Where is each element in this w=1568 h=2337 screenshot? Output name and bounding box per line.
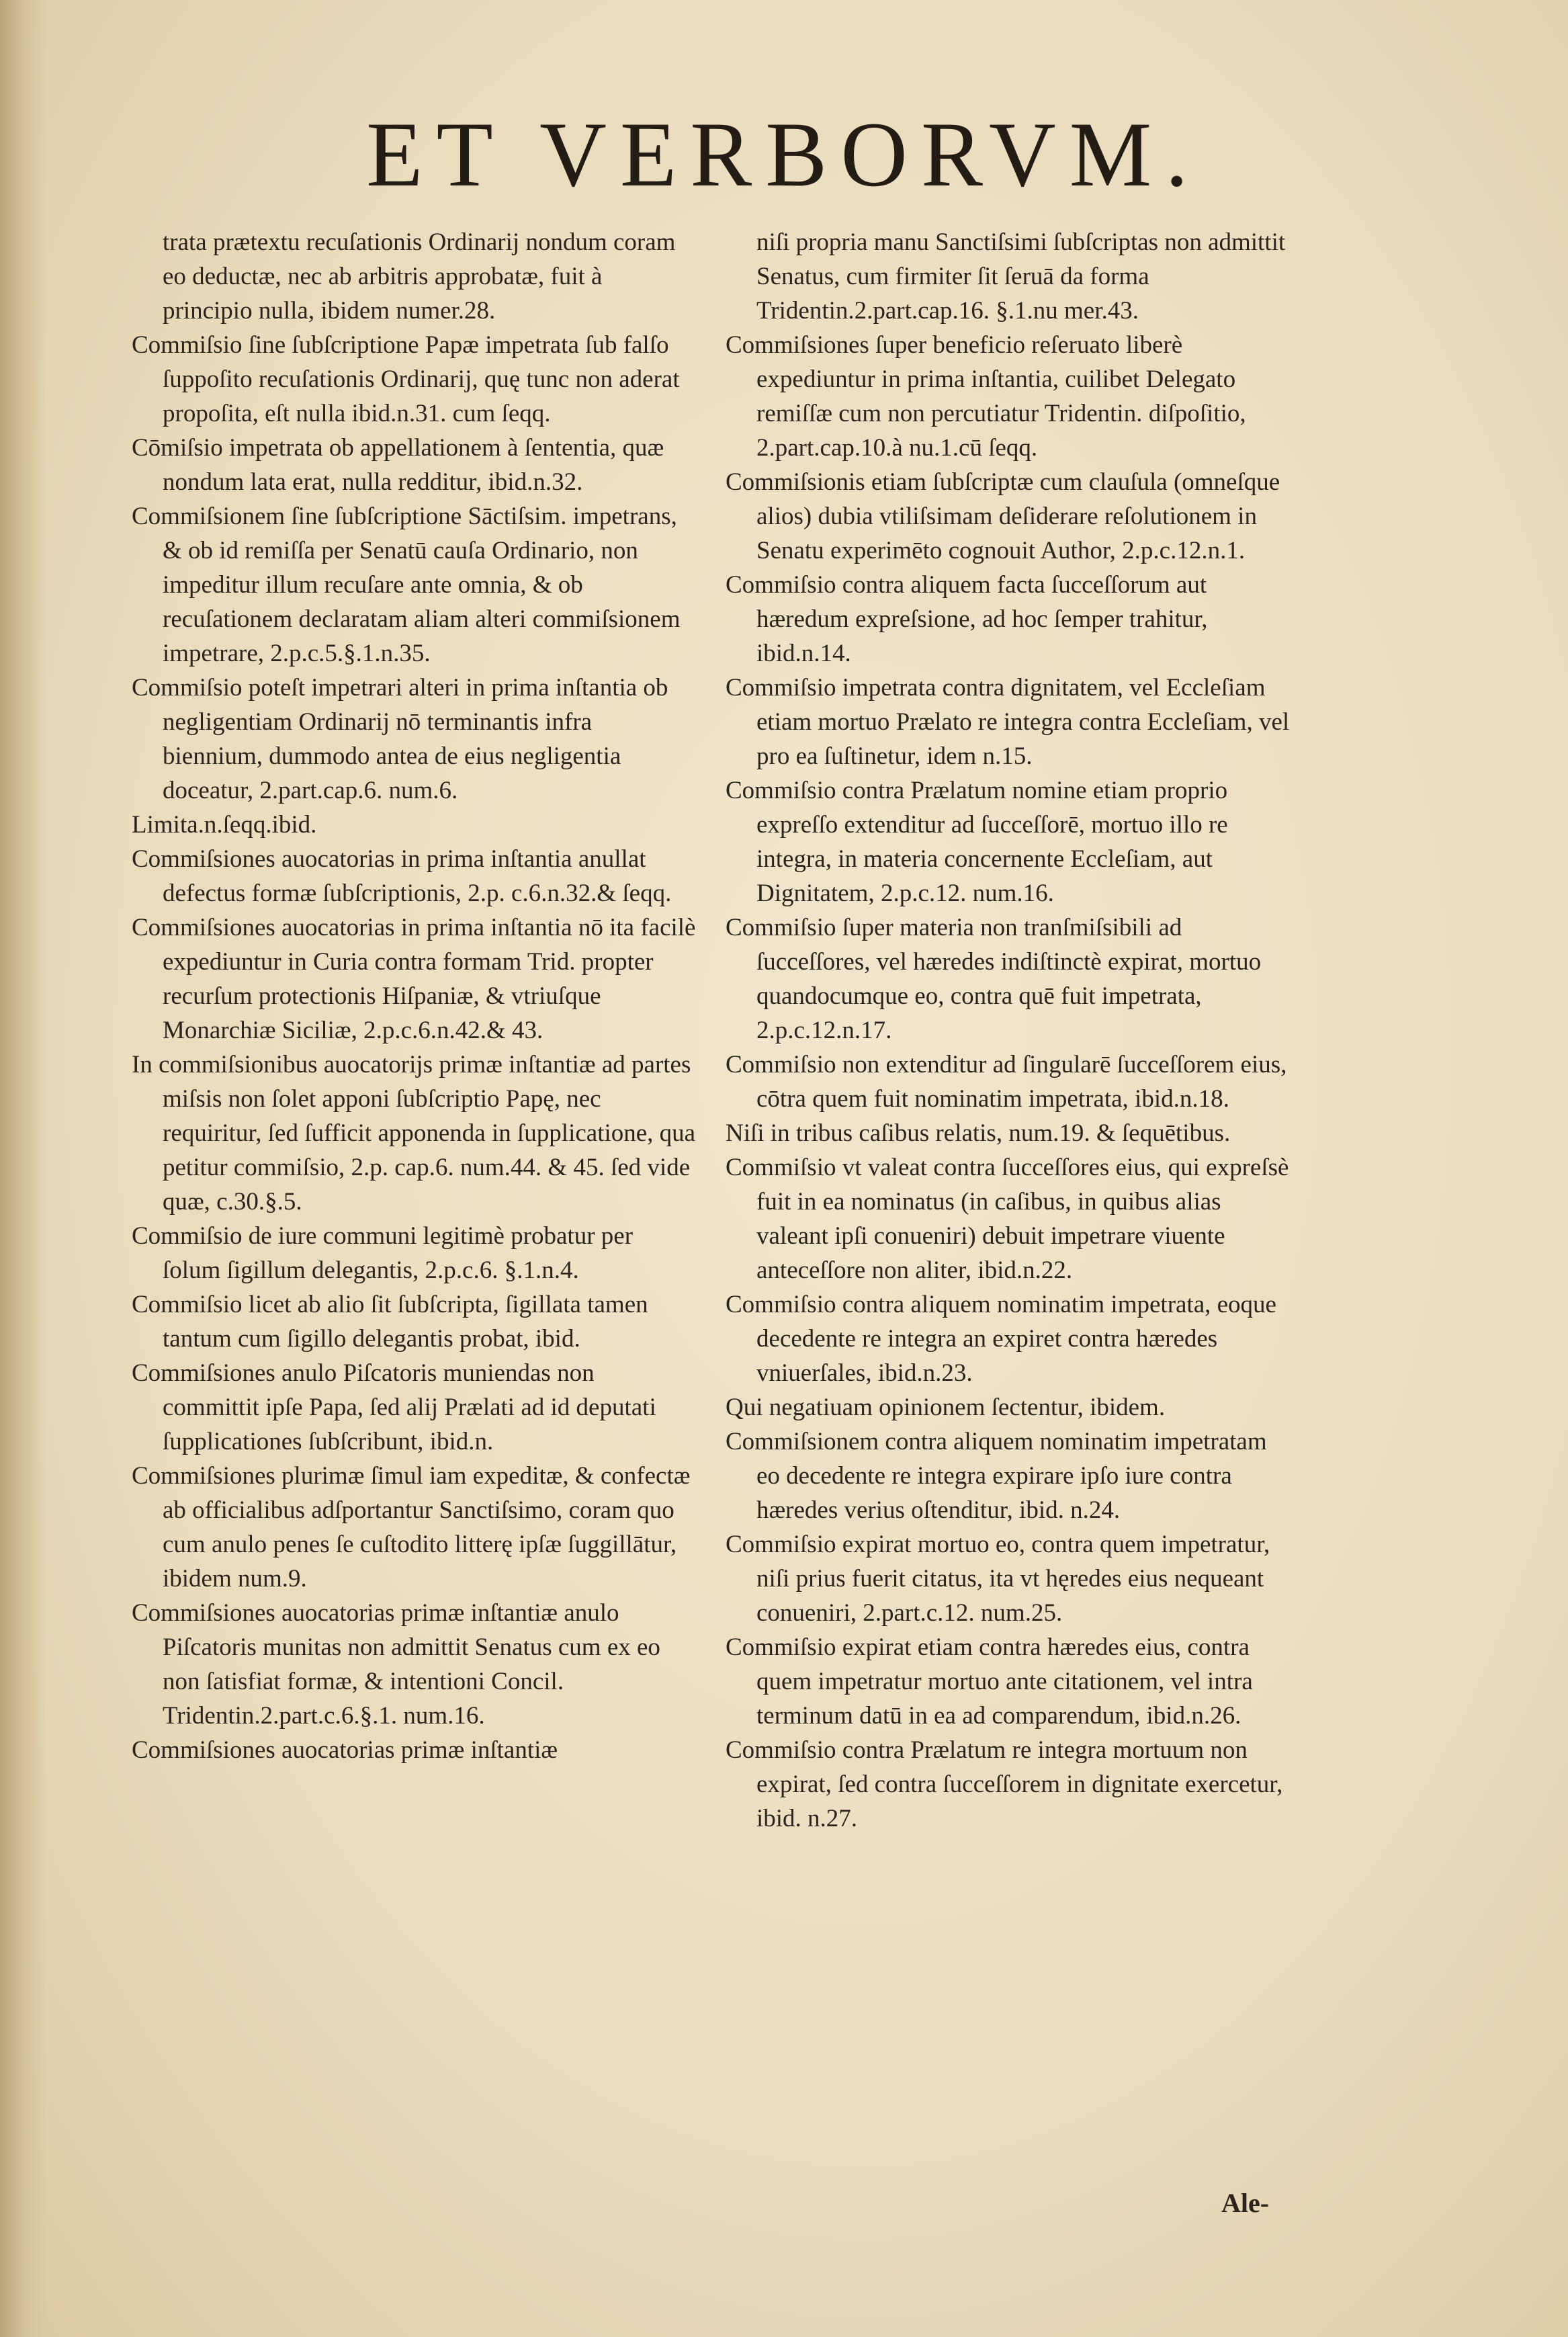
index-entry: Commiſsionem contra aliquem nominatim impetratam eo decedente re integra expirare ipſo iure contra hæredes verius oſtenditur, ibid. n.24.	[726, 1428, 1267, 1524]
index-entry: Cōmiſsio impetrata ob appellationem à ſententia, quæ nondum lata erat, nulla redditur, ibid.n.32.	[132, 434, 664, 496]
running-header: ET VERBORVM.	[366, 103, 1202, 206]
index-entry: Commiſsio contra aliquem facta ſucceſſorum aut hæredum expreſsione, ad hoc ſemper trahitur, ibid.n.14.	[726, 571, 1208, 667]
index-entry: Commiſsio licet ab alio ſit ſubſcripta, ſigillata tamen tantum cum ſigillo delegantis probat, ibid.	[132, 1291, 648, 1353]
index-entry: Commiſsio non extenditur ad ſingularē ſucceſſorem eius, cōtra quem fuit nominatim impetrata, ibid.n.18.	[726, 1051, 1287, 1113]
index-entry: niſi propria manu Sanctiſsimi ſubſcriptas non admittit Senatus, cum firmiter ſit ſeruā da forma Tridentin.2.part.cap.16. §.1.nu mer.43.	[756, 228, 1286, 325]
index-entry: Commiſsionis etiam ſubſcriptæ cum clauſula (omneſque alios) dubia vtiliſsimam deſiderare reſolutionem in Senatu experimēto cognouit Author, 2.p.c.12.n.1.	[726, 468, 1280, 564]
index-entry: Commiſsiones plurimæ ſimul iam expeditæ, & confectæ ab officialibus adſportantur Sanctiſsimo, coram quo cum anulo penes ſe cuſtodito litterę ipſæ ſuggillātur, ibidem num.9.	[132, 1462, 691, 1592]
index-entry: Commiſsiones auocatorias primæ inſtantiæ anulo Piſcatoris munitas non admittit Senatus cum ex eo non ſatisfiat formæ, & intentioni Concil. Tridentin.2.part.c.6.§.1. num.16.	[132, 1599, 660, 1730]
right-column	[726, 225, 1290, 1836]
index-entry: Commiſsio contra Prælatum re integra mortuum non expirat, ſed contra ſucceſſorem in dignitate exercetur, ibid. n.27.	[726, 1736, 1283, 1832]
index-entry: Commiſsiones ſuper beneficio reſeruato liberè expediuntur in prima inſtantia, cuilibet Delegato remiſſæ cum non percutiatur Tridentin. diſpoſitio, 2.part.cap.10.à nu.1.cū ſeqq.	[726, 331, 1246, 462]
catchword: Ale-	[1221, 2188, 1270, 2218]
index-entry: Commiſsio impetrata contra dignitatem, vel Eccleſiam etiam mortuo Prælato re integra contra Eccleſiam, vel pro ea ſuſtinetur, idem n.15.	[726, 674, 1290, 770]
index-entry: Commiſsiones anulo Piſcatoris muniendas non committit ipſe Papa, ſed alij Prælati ad id deputati ſupplicationes ſubſcribunt, ibid.n.	[132, 1359, 656, 1455]
index-entry: Commiſsio contra Prælatum nomine etiam proprio expreſſo extenditur ad ſucceſſorē, mortuo illo re integra, in materia concernente Eccleſiam, aut Dignitatem, 2.p.c.12. num.16.	[726, 777, 1228, 907]
index-entry: Limita.n.ſeqq.ibid.	[132, 811, 317, 839]
index-entry: trata prætextu recuſationis Ordinarij nondum coram eo deductæ, nec ab arbitris approbatæ, fuit à principio nulla, ibidem numer.28.	[163, 228, 676, 325]
index-entry: Commiſsio expirat etiam contra hæredes eius, contra quem impetratur mortuo ante citationem, vel intra terminum datū in ea ad comparendum, ibid.n.26.	[726, 1633, 1253, 1730]
index-entry: Commiſsio vt valeat contra ſucceſſores eius, qui expreſsè fuit in ea nominatus (in caſibus, in quibus alias valeant ipſi conueniri) debuit impetrare viuente anteceſſore non aliter, ibid.n.22.	[726, 1154, 1289, 1284]
index-entry: In commiſsionibus auocatorijs primæ inſtantiæ ad partes miſsis non ſolet apponi ſubſcriptio Papę, nec requiritur, ſed ſufficit apponenda in ſupplicatione, qua petitur commiſsio, 2.p. cap.6. num.44. & 45. ſed vide quæ, c.30.§.5.	[132, 1051, 696, 1216]
index-entry: Qui negatiuam opinionem ſectentur, ibidem.	[726, 1394, 1166, 1421]
index-entry: Commiſsio ſine ſubſcriptione Papæ impetrata ſub falſo ſuppoſito recuſationis Ordinarij, quę tunc non aderat propoſita, eſt nulla ibid.n.31. cum ſeqq.	[132, 331, 680, 427]
left-column	[132, 225, 696, 1767]
index-entry: Commiſsio expirat mortuo eo, contra quem impetratur, niſi prius fuerit citatus, ita vt hęredes eius nequeant conueniri, 2.part.c.12. num.25.	[726, 1531, 1270, 1627]
binding-gutter	[0, 0, 47, 2337]
index-entry: Niſi in tribus caſibus relatis, num.19. & ſequētibus.	[726, 1119, 1231, 1147]
index-entry: Commiſsiones auocatorias in prima inſtantia anullat defectus formæ ſubſcriptionis, 2.p. c.6.n.32.& ſeqq.	[132, 845, 672, 907]
index-entry: Commiſsionem ſine ſubſcriptione Sāctiſsim. impetrans, & ob id remiſſa per Senatū cauſa Ordinario, non impeditur illum recuſare ante omnia, & ob recuſationem declaratam aliam alteri commiſsionem impetrare, 2.p.c.5.§.1.n.35.	[132, 503, 681, 667]
index-entry: Commiſsiones auocatorias primæ inſtantiæ	[132, 1736, 558, 1764]
index-entry: Commiſsio de iure communi legitimè probatur per ſolum ſigillum delegantis, 2.p.c.6. §.1.n.4.	[132, 1222, 634, 1284]
index-entry: Commiſsio contra aliquem nominatim impetrata, eoque decedente re integra an expiret contra hæredes vniuerſales, ibid.n.23.	[726, 1291, 1276, 1387]
index-entry: Commiſsio ſuper materia non tranſmiſsibili ad ſucceſſores, vel hæredes indiſtinctè expirat, mortuo quandocumque eo, contra quē fuit impetrata, 2.p.c.12.n.17.	[726, 914, 1262, 1044]
index-entry: Commiſsio poteſt impetrari alteri in prima inſtantia ob negligentiam Ordinarij nō terminantis infra biennium, dummodo antea de eius negligentia doceatur, 2.part.cap.6. num.6.	[132, 674, 668, 804]
index-entry: Commiſsiones auocatorias in prima inſtantia nō ita facilè expediuntur in Curia contra formam Trid. propter recurſum protectionis Hiſpaniæ, & vtriuſque Monarchiæ Siciliæ, 2.p.c.6.n.42.& 43.	[132, 914, 696, 1044]
